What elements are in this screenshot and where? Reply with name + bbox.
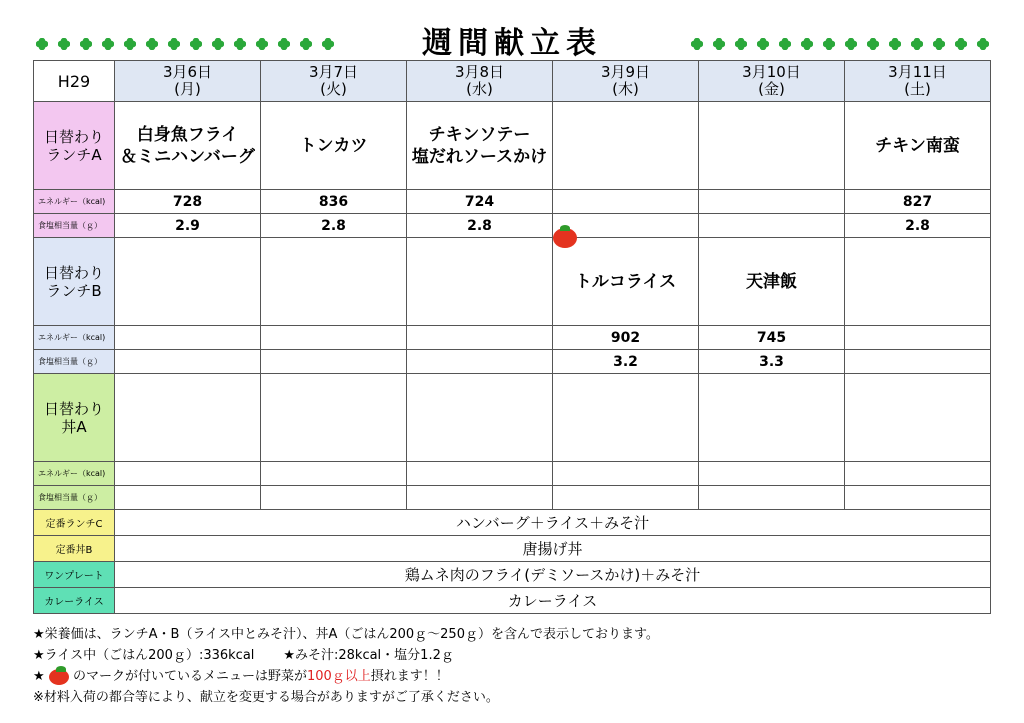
- dish-cell: [553, 238, 699, 326]
- dish-cell: [553, 102, 699, 190]
- salt-value: [261, 350, 407, 374]
- energy-value: [261, 462, 407, 486]
- label-line: 日替わり: [43, 263, 104, 282]
- fixed-row-lunch-c: [34, 510, 991, 536]
- dish-cell: [553, 374, 699, 462]
- salt-value: 2.9: [115, 214, 261, 238]
- salt-value: 2.8: [407, 214, 553, 238]
- header-row: [34, 61, 991, 102]
- clover-icon: [864, 36, 884, 52]
- salt-label: 食塩相当量（ｇ）: [34, 486, 115, 510]
- fixed-label: ワンプレート: [34, 562, 115, 588]
- clover-icon: [253, 36, 273, 52]
- day-dow: (土): [904, 80, 931, 98]
- year-cell: H29: [34, 61, 115, 102]
- dish-cell: [845, 374, 991, 462]
- fixed-label: 定番ランチC: [34, 510, 115, 536]
- page-title: 週間献立表: [422, 26, 602, 61]
- tomato-icon: [49, 669, 69, 685]
- energy-value: [553, 462, 699, 486]
- dish-name: ＆ミニハンバーグ: [120, 146, 255, 167]
- dish-cell: [699, 102, 845, 190]
- dish-cell: [115, 374, 261, 462]
- note-text: のマークが付いているメニューは野菜が: [72, 669, 307, 684]
- dish-name: 塩だれソースかけ: [411, 146, 548, 167]
- clover-icon: [99, 36, 119, 52]
- salt-value: 3.2: [553, 350, 699, 374]
- clover-border-left: [33, 36, 339, 52]
- clover-icon: [231, 36, 251, 52]
- clover-icon: [143, 36, 163, 52]
- clover-icon: [275, 36, 295, 52]
- salt-value: [699, 486, 845, 510]
- day-header: [845, 61, 991, 102]
- clover-icon: [688, 36, 708, 52]
- energy-value: 827: [845, 190, 991, 214]
- fixed-menu-text: 鶏ムネ肉のフライ(デミソースかけ)＋みそ汁: [115, 562, 991, 588]
- fixed-label: カレーライス: [34, 588, 115, 614]
- dish-name: 天津飯: [746, 271, 797, 292]
- salt-value: [115, 350, 261, 374]
- fixed-row-curry: [34, 588, 991, 614]
- note-miso: ★みそ汁:28kcal・塩分1.2ｇ: [283, 648, 454, 663]
- energy-value: [115, 326, 261, 350]
- fixed-menu-text: カレーライス: [115, 588, 991, 614]
- clover-icon: [974, 36, 994, 52]
- label-line: 日替わり: [43, 127, 104, 146]
- salt-label: 食塩相当量（ｇ）: [34, 214, 115, 238]
- dish-cell: [261, 374, 407, 462]
- energy-value: 902: [553, 326, 699, 350]
- tomato-icon: [553, 228, 577, 248]
- energy-value: [407, 326, 553, 350]
- energy-value: [699, 190, 845, 214]
- dish-cell: [699, 374, 845, 462]
- salt-value: [407, 486, 553, 510]
- clover-icon: [209, 36, 229, 52]
- fixed-menu-text: 唐揚げ丼: [115, 536, 991, 562]
- energy-value: [845, 462, 991, 486]
- energy-value: [261, 326, 407, 350]
- dish-cell: [261, 238, 407, 326]
- note-line: [33, 666, 659, 687]
- salt-value: [845, 350, 991, 374]
- energy-value: [407, 462, 553, 486]
- dish-cell: [261, 102, 407, 190]
- dish-name: 白身魚フライ: [136, 124, 239, 145]
- dish-cell: [115, 238, 261, 326]
- dish-cell: [845, 238, 991, 326]
- don-a-salt-row: [34, 486, 991, 510]
- day-dow: (金): [758, 80, 785, 98]
- day-dow: (木): [612, 80, 639, 98]
- notes: [33, 624, 659, 708]
- dish-name: チキンソテー: [428, 124, 531, 145]
- clover-icon: [798, 36, 818, 52]
- fixed-row-one-plate: [34, 562, 991, 588]
- salt-value: 2.8: [845, 214, 991, 238]
- day-date: 3月9日: [600, 63, 651, 81]
- lunch-a-salt-row: [34, 214, 991, 238]
- energy-value: [553, 190, 699, 214]
- energy-value: 836: [261, 190, 407, 214]
- clover-icon: [776, 36, 796, 52]
- salt-value: [115, 486, 261, 510]
- note-star: ★: [33, 669, 45, 684]
- day-date: 3月8日: [454, 63, 505, 81]
- salt-value: 3.3: [699, 350, 845, 374]
- clover-icon: [952, 36, 972, 52]
- energy-label: エネルギー（kcal): [34, 326, 115, 350]
- clover-icon: [187, 36, 207, 52]
- clover-icon: [33, 36, 53, 52]
- day-header: [261, 61, 407, 102]
- energy-value: 728: [115, 190, 261, 214]
- day-header: [699, 61, 845, 102]
- energy-value: [115, 462, 261, 486]
- clover-icon: [121, 36, 141, 52]
- menu-table: [33, 60, 991, 614]
- lunch-a-label: [34, 102, 115, 190]
- fixed-row-don-b: [34, 536, 991, 562]
- dish-cell: [699, 238, 845, 326]
- clover-icon: [77, 36, 97, 52]
- note-line: ※材料入荷の都合等により、献立を変更する場合がありますがご了承ください。: [33, 690, 499, 705]
- label-line: ランチA: [46, 145, 102, 164]
- clover-icon: [908, 36, 928, 52]
- day-date: 3月10日: [742, 63, 801, 81]
- dish-cell: [407, 374, 553, 462]
- dish-name: トルコライス: [574, 271, 677, 292]
- energy-label: エネルギー（kcal): [34, 462, 115, 486]
- energy-value: 745: [699, 326, 845, 350]
- clover-icon: [710, 36, 730, 52]
- clover-icon: [842, 36, 862, 52]
- energy-value: [845, 326, 991, 350]
- label-line: 日替わり: [43, 399, 104, 418]
- note-highlight: 100ｇ以上: [306, 669, 371, 684]
- don-a-energy-row: [34, 462, 991, 486]
- note-rice: ★ライス中（ごはん200ｇ）:336kcal: [33, 648, 255, 663]
- clover-icon: [820, 36, 840, 52]
- dish-name: トンカツ: [299, 135, 368, 156]
- note-line: ★栄養価は、ランチA・B（ライス中とみそ汁）、丼A（ごはん200ｇ～250ｇ）を含んで表示しております。: [33, 627, 659, 642]
- lunch-b-label: [34, 238, 115, 326]
- dish-cell: [407, 102, 553, 190]
- clover-icon: [319, 36, 339, 52]
- energy-value: 724: [407, 190, 553, 214]
- lunch-b-dish-row: [34, 238, 991, 326]
- label-line: 丼A: [61, 417, 87, 436]
- salt-label: 食塩相当量（ｇ）: [34, 350, 115, 374]
- note-text: 摂れます！！: [370, 669, 449, 684]
- dish-cell: [115, 102, 261, 190]
- clover-icon: [732, 36, 752, 52]
- salt-value: [845, 486, 991, 510]
- clover-icon: [930, 36, 950, 52]
- day-header: [115, 61, 261, 102]
- salt-value: [261, 486, 407, 510]
- day-date: 3月7日: [308, 63, 359, 81]
- day-date: 3月11日: [888, 63, 947, 81]
- energy-label: エネルギー（kcal): [34, 190, 115, 214]
- day-header: [407, 61, 553, 102]
- clover-icon: [165, 36, 185, 52]
- day-date: 3月6日: [162, 63, 213, 81]
- day-header: [553, 61, 699, 102]
- day-dow: (月): [174, 80, 201, 98]
- lunch-a-energy-row: [34, 190, 991, 214]
- clover-border-right: [688, 36, 994, 52]
- don-a-dish-row: [34, 374, 991, 462]
- lunch-a-dish-row: [34, 102, 991, 190]
- dish-name: チキン南蛮: [875, 135, 960, 156]
- clover-icon: [55, 36, 75, 52]
- clover-icon: [886, 36, 906, 52]
- fixed-label: 定番丼B: [34, 536, 115, 562]
- day-dow: (火): [320, 80, 347, 98]
- day-dow: (水): [466, 80, 493, 98]
- salt-value: [699, 214, 845, 238]
- salt-value: [407, 350, 553, 374]
- energy-value: [699, 462, 845, 486]
- salt-value: [553, 486, 699, 510]
- note-line: [33, 645, 659, 666]
- label-line: ランチB: [46, 281, 102, 300]
- clover-icon: [754, 36, 774, 52]
- dish-cell: [845, 102, 991, 190]
- dish-cell: [407, 238, 553, 326]
- lunch-b-energy-row: [34, 326, 991, 350]
- don-a-label: [34, 374, 115, 462]
- salt-value: 2.8: [261, 214, 407, 238]
- lunch-b-salt-row: [34, 350, 991, 374]
- fixed-menu-text: ハンバーグ＋ライス＋みそ汁: [115, 510, 991, 536]
- clover-icon: [297, 36, 317, 52]
